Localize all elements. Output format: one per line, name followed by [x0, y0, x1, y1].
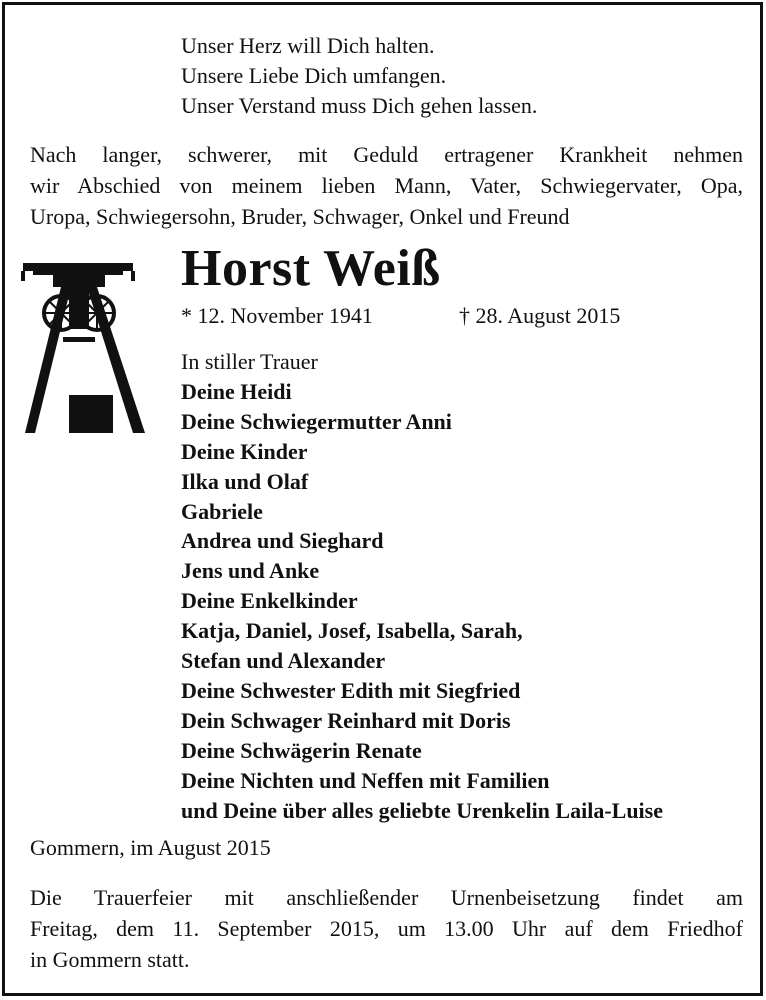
mourner-line: Deine Heidi: [181, 378, 292, 404]
mourners-list: [181, 347, 663, 826]
mourner-line: Jens und Anke: [181, 558, 320, 584]
mourners-heading: In stiller Trauer: [181, 349, 318, 374]
mourner-line: und Deine über alles geliebte Urenkelin Laila-Luise: [181, 797, 663, 823]
intro-line: wir Abschied von meinem lieben Mann, Vater, Schwiegervater, Opa,: [30, 173, 743, 198]
obituary-notice: [2, 2, 763, 996]
poem: [181, 31, 537, 121]
intro-text: [30, 139, 743, 232]
notice-line: Die Trauerfeier mit anschließender Urnenbeisetzung findet am: [30, 885, 743, 910]
birth-date: * 12. November 1941: [181, 303, 373, 328]
intro-line: Uropa, Schwiegersohn, Bruder, Schwager, Onkel und Freund: [30, 204, 570, 229]
mourner-line: Deine Schwester Edith mit Siegfried: [181, 677, 521, 703]
mourner-line: Stefan und Alexander: [181, 648, 386, 674]
poem-line: Unser Verstand muss Dich gehen lassen.: [181, 93, 538, 118]
death-date: † 28. August 2015: [459, 303, 621, 328]
mourner-line: Deine Schwiegermutter Anni: [181, 408, 452, 434]
mourner-line: Deine Schwägerin Renate: [181, 737, 422, 763]
mourner-line: Ilka und Olaf: [181, 468, 309, 494]
notice-line: Freitag, dem 11. September 2015, um 13.00 Uhr auf dem Friedhof: [30, 916, 743, 941]
mourner-line: Deine Nichten und Neffen mit Familien: [181, 767, 550, 793]
place-date: Gommern, im August 2015: [30, 835, 271, 860]
mourner-line: Deine Enkelkinder: [181, 588, 358, 614]
funeral-notice: [30, 882, 743, 975]
notice-line: in Gommern statt.: [30, 947, 190, 972]
mourner-line: Andrea und Sieghard: [181, 528, 384, 554]
mourner-line: Gabriele: [181, 498, 263, 524]
intro-line: Nach langer, schwerer, mit Geduld ertragener Krankheit nehmen: [30, 142, 743, 167]
mourner-line: Dein Schwager Reinhard mit Doris: [181, 707, 511, 733]
poem-line: Unser Herz will Dich halten.: [181, 33, 435, 58]
deceased-name: Horst Weiß: [181, 240, 441, 297]
poem-line: Unsere Liebe Dich umfangen.: [181, 63, 447, 88]
mourner-line: Katja, Daniel, Josef, Isabella, Sarah,: [181, 618, 523, 644]
mine-headframe-icon: [21, 263, 161, 435]
mourner-line: Deine Kinder: [181, 438, 308, 464]
